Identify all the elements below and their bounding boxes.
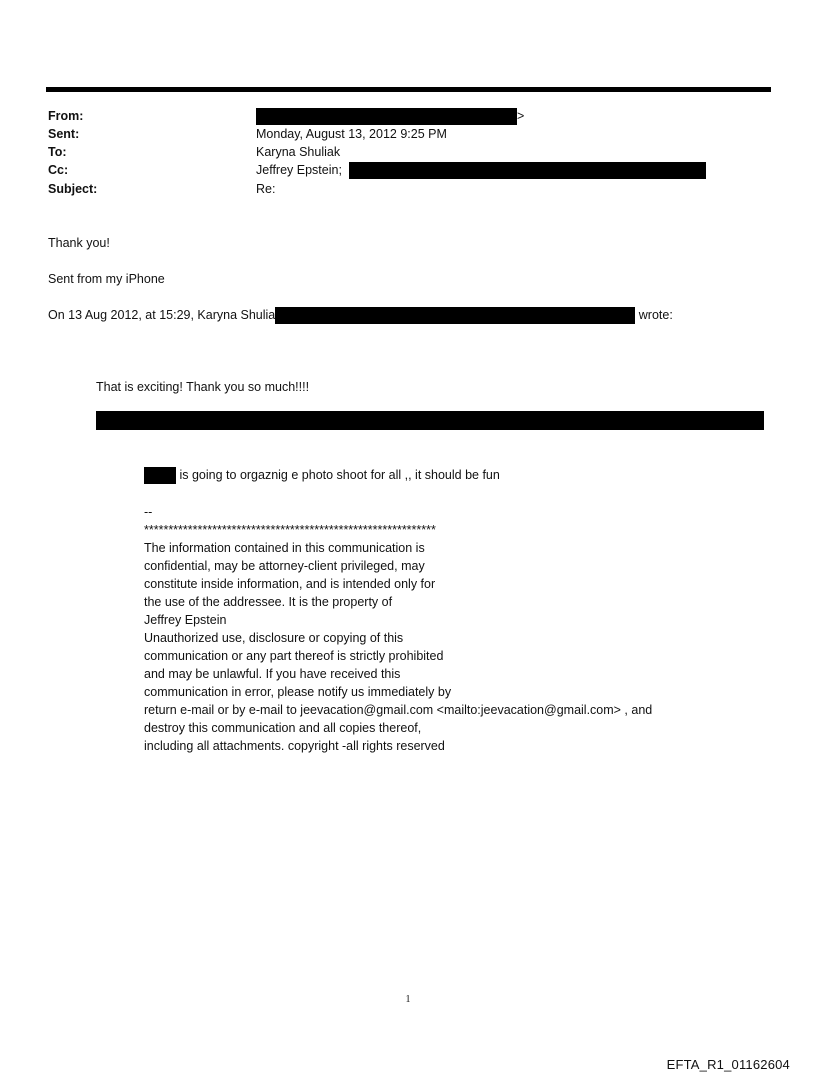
disclaimer-line: communication or any part thereof is strictly prohibited	[144, 649, 444, 663]
from-value	[256, 107, 524, 125]
disclaimer-line: destroy this communication and all copies thereof,	[144, 721, 422, 735]
header-rule	[46, 87, 771, 92]
disclaimer-line: constitute inside information, and is intended only for	[144, 577, 436, 591]
disclaimer-line: and may be unlawful. If you have received this	[144, 667, 401, 681]
disclaimer-line: Unauthorized use, disclosure or copying of this	[144, 631, 404, 645]
redaction-box	[275, 307, 635, 324]
body-line-thanks: Thank you!	[48, 236, 110, 250]
sent-value: Monday, August 13, 2012 9:25 PM	[256, 127, 447, 141]
cc-label: Cc:	[48, 163, 69, 177]
body-line-signature: Sent from my iPhone	[48, 272, 165, 286]
page-number: 1	[405, 994, 411, 1005]
disclaimer-line: return e-mail or by e-mail to jeevacation@gmail.com <mailto:jeevacation@gmail.com> , and	[144, 703, 653, 717]
quote-header	[48, 306, 673, 324]
nested-line	[144, 466, 500, 484]
quoted-line: That is exciting! Thank you so much!!!!	[96, 380, 310, 394]
disclaimer-line: confidential, may be attorney-client privileged, may	[144, 559, 425, 573]
sent-label: Sent:	[48, 127, 80, 141]
nested-text: is going to orgaznig e photo shoot for all ,, it should be fun	[179, 468, 500, 482]
redaction-box	[349, 162, 706, 179]
disclaimer-line: Jeffrey Epstein	[144, 613, 227, 627]
redaction-bar	[96, 411, 764, 430]
disclaimer-line: communication in error, please notify us immediately by	[144, 685, 452, 699]
disclaimer-block	[144, 503, 652, 755]
quote-prefix: On 13 Aug 2012, at 15:29, Karyna Shulia	[48, 308, 276, 322]
subject-value: Re:	[256, 182, 276, 196]
to-label: To:	[48, 145, 67, 159]
disclaimer-line: including all attachments. copyright -all rights reserved	[144, 739, 445, 753]
cc-value	[256, 161, 706, 179]
star-line: ************************************************************	[144, 523, 436, 537]
subject-label: Subject:	[48, 182, 98, 196]
quote-suffix: wrote:	[638, 308, 673, 322]
separator: --	[144, 505, 153, 519]
disclaimer-line: the use of the addressee. It is the property of	[144, 595, 393, 609]
from-suffix: >	[517, 109, 525, 123]
bates-number: EFTA_R1_01162604	[666, 1057, 790, 1072]
redaction-box	[144, 467, 176, 484]
disclaimer-line: The information contained in this communication is	[144, 541, 425, 555]
cc-text: Jeffrey Epstein;	[256, 163, 342, 177]
to-value: Karyna Shuliak	[256, 145, 341, 159]
from-label: From:	[48, 109, 84, 123]
redaction-box	[256, 108, 517, 125]
